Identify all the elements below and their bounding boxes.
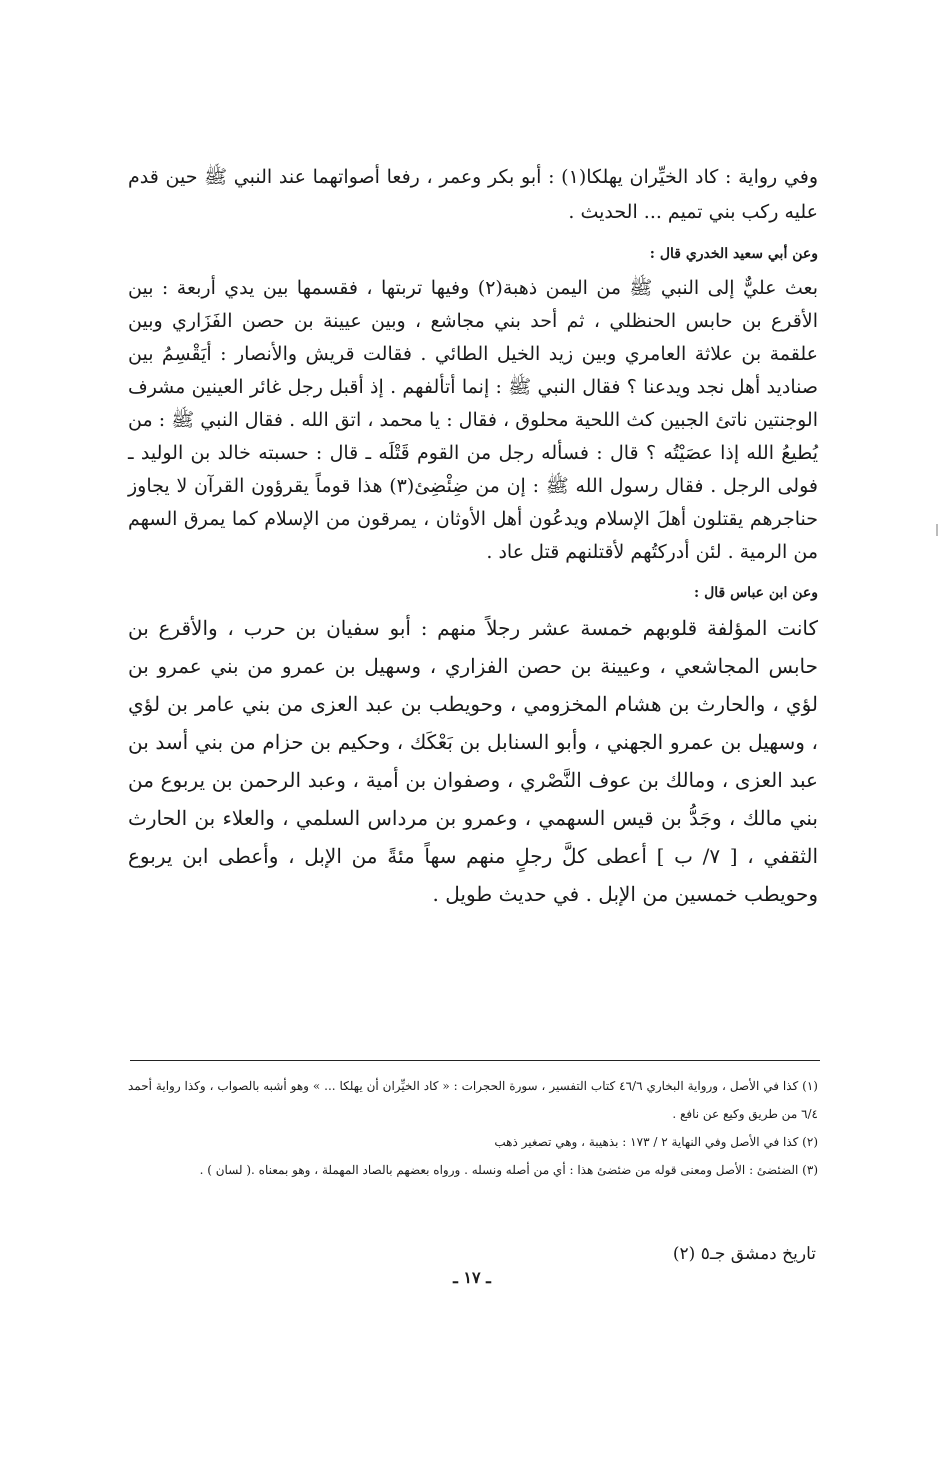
footnotes: [128, 1072, 818, 1184]
page-number: ـ ١٧ ـ: [453, 1268, 491, 1287]
scan-edge-mark: [936, 524, 938, 536]
book-title: تاريخ دمشق جـ٥ (٢): [672, 1244, 816, 1264]
page-body: [128, 160, 818, 913]
heading-abu-said: وعن أبي سعيد الخدري قال :: [649, 246, 818, 262]
paragraph-1: وفي رواية : كاد الخيِّران يهلكا(١) : أبو بكر وعمر ، رفعا أصواتهما عند النبي ﷺ حين قدم عليه ركب بني تميم ... الحديث .: [128, 166, 818, 223]
footnote-2: (٢) كذا في الأصل وفي النهاية ٢ / ١٧٣ : بذهيبة ، وهي تصغير ذهب: [494, 1135, 818, 1149]
footnote-3: (٣) الضئضئ : الأصل ومعنى قوله من ضئضئ هذا : أي من أصله ونسله . ورواه بعضهم بالصاد المهملة ، وهو بمعناه .( لسان ) .: [199, 1163, 818, 1177]
footnote-separator: [130, 1060, 820, 1061]
heading-ibn-abbas: وعن ابن عباس قال :: [694, 585, 818, 601]
paragraph-2: بعث عليٌّ إلى النبي ﷺ من اليمن ذهبة(٢) وفيها تربتها ، فقسمها بين يدي أربعة : بين الأقرع بن حابس الحنظلي ، ثم أحد بني مجاشع ، وبين عيينة بن حصن الفَزَاري وبين علقمة بن علاثة العامري وبين زيد الخيل الطائي . فقالت قريش والأنصار : أيَقْسِمُ بين صناديد أهل نجد ويدعنا ؟ فقال النبي ﷺ : إنما أتألفهم . إذ أقبل رجل غائر العينين مشرف الوجنتين ناتئ الجبين كث اللحية محلوق ، فقال : يا محمد ، اتق الله . فقال النبي ﷺ : من يُطيعُ الله إذا عصَيْتُه ؟ قال : فسأله رجل من القوم قَتْلَه ـ قال : حسبته خالد بن الوليد ـ فولى الرجل . فقال رسول الله ﷺ : إن من ضِئْضِئ(٣) هذا قوماً يقرؤون القرآن لا يجاوز حناجرهم يقتلون أهلَ الإسلام ويدعُون أهل الأوثان ، يمرقون من الإسلام كما يمرق السهم من الرمية . لئن أدركتُهم لأقتلنهم قتل عاد .: [128, 277, 819, 563]
footnote-1: (١) كذا في الأصل ، ورواية البخاري ٤٦/٦ كتاب التفسير ، سورة الحجرات : « كاد الخيِّران أن يهلكا ... » وهو أشبه بالصواب ، وكذا رواية أحمد ٦/٤ من طريق وكيع عن نافع .: [128, 1079, 818, 1121]
paragraph-3: كانت المؤلفة قلوبهم خمسة عشر رجلاً منهم : أبو سفيان بن حرب ، والأقرع بن حابس المجاشعي ، وعيينة بن حصن الفزاري ، وسهيل بن عمرو من بني عمرو بن لؤي ، والحارث بن هشام المخزومي ، وحويطب بن عبد العزى من بني عامر بن لؤي ، وسهيل بن عمرو الجهني ، وأبو السنابل بن بَعْكَك ، وحكيم بن حزام من بني أسد بن عبد العزى ، ومالك بن عوف النَّصْري ، وصفوان بن أمية ، وعبد الرحمن بن يربوع من بني مالك ، وجَدُّ بن قيس السهمي ، وعمرو بن مرداس السلمي ، والعلاء بن الحارث الثقفي ، [ ٧/ ب ] أعطى كلَّ رجلٍ منهم سهاً مئةً من الإبل ، وأعطى ابن يربوع وحويطب خمسين من الإبل . في حديث طويل .: [128, 616, 818, 906]
